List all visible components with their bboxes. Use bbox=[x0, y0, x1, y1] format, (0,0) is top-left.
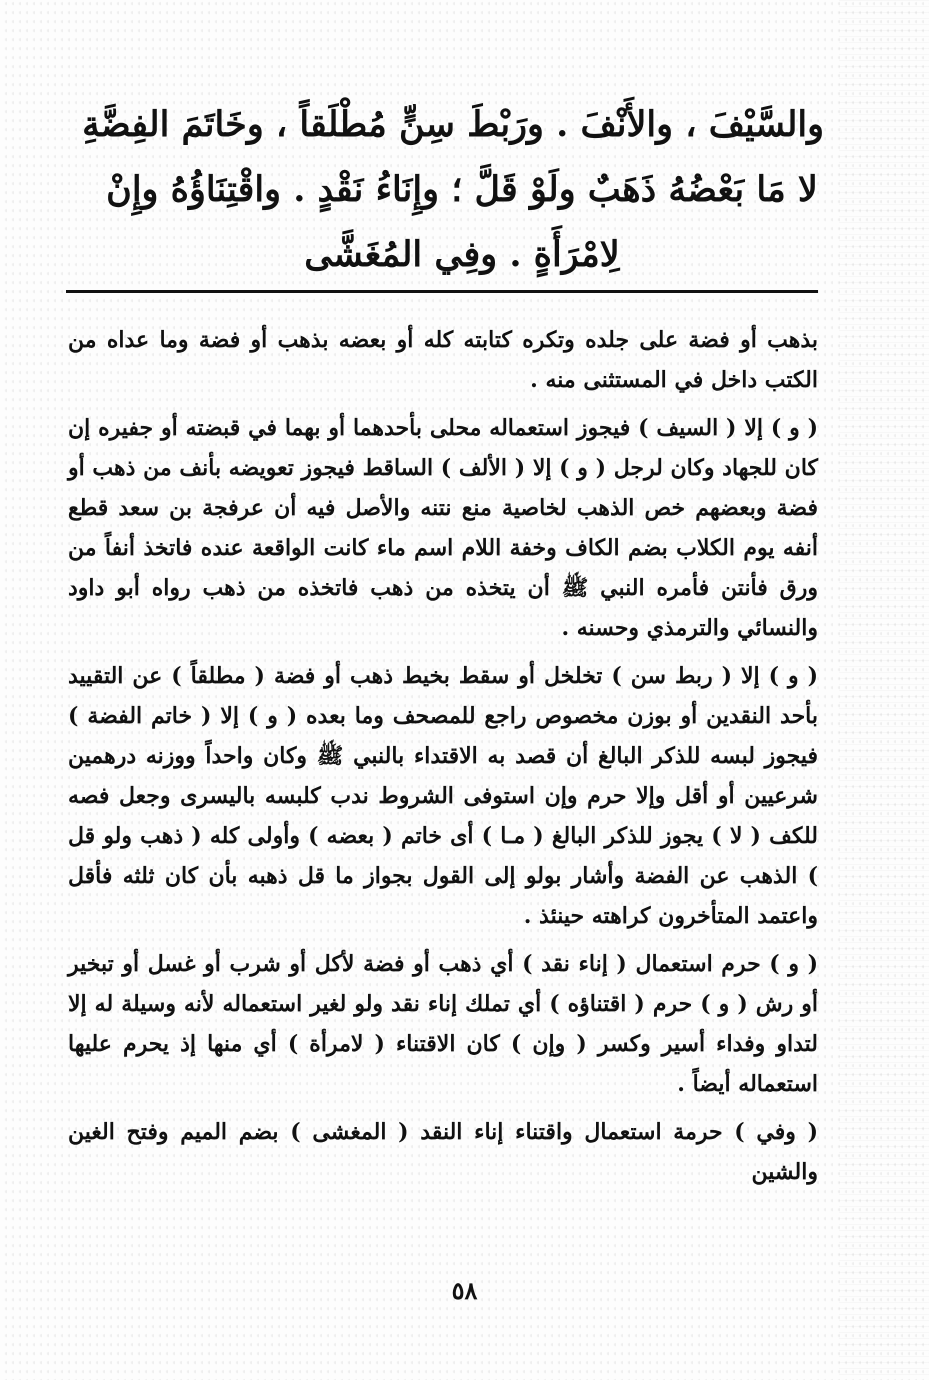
section-divider bbox=[66, 290, 818, 293]
commentary-paragraph-2: ( و ) إلا ( السيف ) فيجوز استعماله محلى بأحدهما أو بهما في قبضته أو جفيره إن كان للجهاد وكان لرجل ( و ) إلا ( الألف ) الساقط فيجوز تعويضه بأنف من ذهب أو فضة وبعضهم خص الذهب لخاصية منع نتنه والأصل فيه أن عرفجة بن سعد قطع أنفه يوم الكلاب بضم الكاف وخفة اللام اسم ماء كانت الواقعة عنده فاتخذ أنفاً من ورق فأنتن فأمره النبي ﷺ أن يتخذه من ذهب فاتخذه من ذهب رواه أبو داود والنسائي والترمذي وحسنه . bbox=[68, 415, 818, 641]
commentary-paragraph-4: ( و ) حرم استعمال ( إناء نقد ) أي ذهب أو فضة لأكل أو شرب أو غسل أو تبخير أو رش ( و ) حرم ( اقتناؤه ) أي تملك إناء نقد ولو لغير استعماله لأنه وسيلة له إلا لتداو وفداء أسير وكسر ( وإن ) كان الاقتناء ( لامرأة ) أي منها إذ يحرم عليها استعماله أيضاً . bbox=[68, 951, 818, 1097]
scan-edge-noise bbox=[839, 0, 929, 1380]
commentary-paragraph-5: ( وفي ) حرمة استعمال واقتناء إناء النقد ( المغشى ) بضم الميم وفتح الغين والشين bbox=[68, 1119, 818, 1185]
commentary-paragraph-1: بذهب أو فضة على جلده وتكره كتابته كله أو بعضه بذهب أو فضة وما عداه من الكتب داخل في المستثنى منه . bbox=[68, 327, 818, 393]
matn-text-block bbox=[82, 92, 824, 287]
commentary-text-block bbox=[68, 320, 818, 1200]
matn-line-3: لِامْرَأَةٍ . وفِي المُغَشَّى bbox=[304, 234, 620, 275]
matn-line-1: والسَّيْفَ ، والأَنْفَ . ورَبْطَ سِنٍّ مُطْلَقاً ، وخَاتَمَ الفِضَّةِ bbox=[82, 104, 824, 145]
matn-line-2: لا مَا بَعْضُهُ ذَهَبٌ ولَوْ قَلَّ ؛ وإِنَاءُ نَقْدٍ . واقْتِنَاؤُهُ وإِنْ bbox=[106, 169, 818, 210]
page-number: ٥٨ bbox=[451, 1276, 478, 1305]
commentary-paragraph-3: ( و ) إلا ( ربط سن ) تخلخل أو سقط بخيط ذهب أو فضة ( مطلقاً ) عن التقييد بأحد النقدين أو بوزن مخصوص راجع للمصحف وما بعده ( و ) إلا ( خاتم الفضة ) فيجوز لبسه للذكر البالغ أن قصد به الاقتداء بالنبي ﷺ وكان واحداً ووزنه درهمين شرعيين أو أقل وإلا حرم وإن استوفى الشروط ندب كلبسه باليسرى وجعل فصه للكف ( لا ) يجوز للذكر البالغ ( مـا ) أى خاتم ( بعضه ) وأولى كله ( ذهب ولو قل ) الذهب عن الفضة وأشار بولو إلى القول بجواز ما قل ذهبه بأن كان ثلثه فأقل واعتمد المتأخرون كراهته حينئذ . bbox=[68, 663, 818, 929]
